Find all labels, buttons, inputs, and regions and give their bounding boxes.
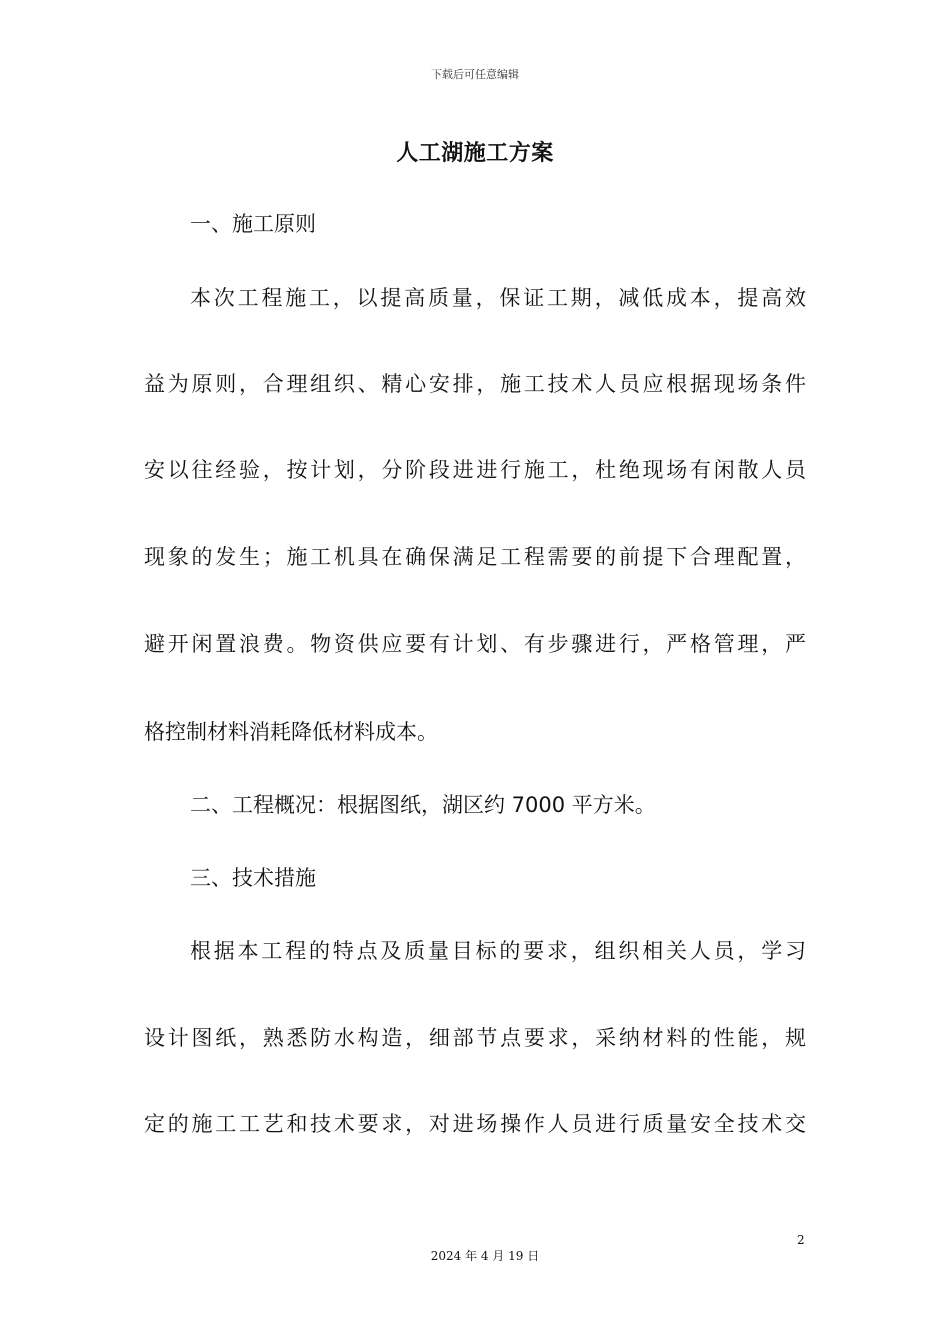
- section-heading-technical: 三、技术措施: [190, 866, 316, 890]
- section-heading-principles: 一、施工原则: [190, 212, 316, 236]
- paragraph-line: 根据本工程的特点及质量目标的要求，组织相关人员，学习: [190, 939, 806, 963]
- paragraph-line: 设计图纸，熟悉防水构造，细部节点要求，采纳材料的性能，规: [144, 1026, 806, 1050]
- paragraph-line: 安以往经验，按计划，分阶段进进行施工，杜绝现场有闲散人员: [144, 458, 806, 482]
- section-heading-overview: 二、工程概况：根据图纸，湖区约 7000 平方米。: [190, 793, 656, 817]
- footer-date: 2024 年 4 月 19 日: [430, 1249, 540, 1263]
- paragraph-line: 定的施工工艺和技术要求，对进场操作人员进行质量安全技术交: [144, 1112, 806, 1136]
- paragraph-line: 现象的发生；施工机具在确保满足工程需要的前提下合理配置，: [144, 545, 806, 569]
- page-header: 下载后可任意编辑: [431, 68, 519, 81]
- paragraph-line: 本次工程施工，以提高质量，保证工期，减低成本，提高效: [190, 286, 806, 310]
- paragraph-line: 避开闲置浪费。物资供应要有计划、有步骤进行，严格管理，严: [144, 632, 806, 656]
- paragraph-line: 格控制材料消耗降低材料成本。: [144, 720, 438, 744]
- page-number: 2: [797, 1233, 805, 1247]
- document-title: 人工湖施工方案: [396, 141, 554, 166]
- paragraph-line: 益为原则，合理组织、精心安排，施工技术人员应根据现场条件: [144, 372, 806, 396]
